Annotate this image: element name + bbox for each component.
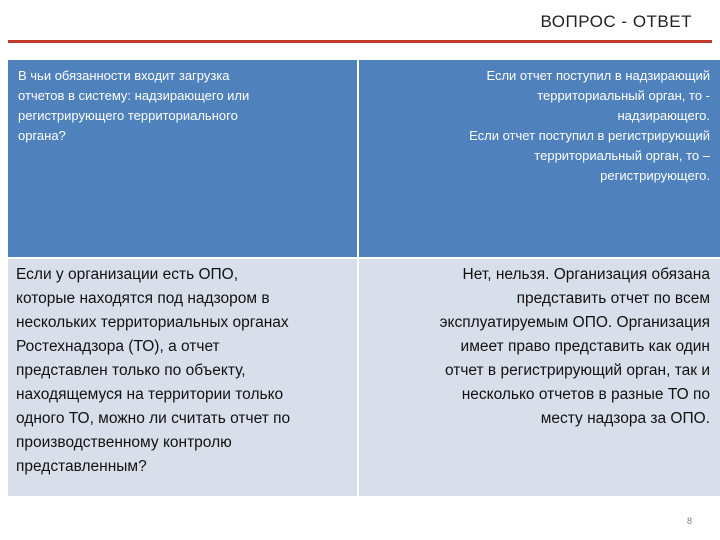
answer-1-line: Если отчет поступил в регистрирующий	[469, 128, 710, 143]
question-1-line: В чьи обязанности входит загрузка	[18, 68, 230, 83]
answer-2-line: Нет, нельзя. Организация обязана	[462, 266, 710, 283]
answer-2-line: месту надзора за ОПО.	[540, 410, 710, 427]
qa-table	[8, 60, 720, 496]
question-cell-2	[8, 259, 359, 496]
answer-2-line: отчет в регистрирующий орган, так и	[444, 362, 710, 379]
question-2-line: находящемуся на территории только	[16, 386, 284, 403]
answer-1-line: надзирающего.	[617, 108, 710, 123]
question-2-line: нескольких территориальных органах	[16, 314, 289, 331]
page-number: 8	[686, 516, 692, 526]
question-1-line: отчетов в систему: надзирающего или	[18, 88, 250, 103]
answer-cell-2	[359, 259, 720, 496]
answer-1-line: территориальный орган, то -	[537, 88, 710, 103]
question-2-line: Если у организации есть ОПО,	[16, 266, 239, 283]
answer-1-line: регистрирующего.	[600, 168, 710, 183]
question-1-line: органа?	[18, 128, 66, 143]
answer-2-line: несколько отчетов в разные ТО по	[461, 386, 710, 403]
question-2-line: которые находятся под надзором в	[16, 290, 270, 307]
question-1-line: регистрирующего территориального	[18, 108, 238, 123]
question-2-line: производственному контролю	[16, 434, 232, 451]
answer-2-line: имеет право представить как один	[460, 338, 710, 355]
question-2-line: Ростехнадзора (ТО), а отчет	[16, 338, 220, 355]
answer-1-line: территориальный орган, то –	[534, 148, 710, 163]
answer-1-line: Если отчет поступил в надзирающий	[486, 68, 710, 83]
question-text-1	[8, 60, 357, 146]
answer-2-line: эксплуатируемым ОПО. Организация	[439, 314, 710, 331]
question-text-2	[8, 259, 357, 479]
slide-title: ВОПРОС - ОТВЕТ	[540, 12, 692, 31]
question-cell-1	[8, 60, 359, 259]
question-2-line: одного ТО, можно ли считать отчет по	[16, 410, 291, 427]
answer-text-1	[359, 60, 720, 186]
answer-cell-1	[359, 60, 720, 259]
question-2-line: представлен только по объекту,	[16, 362, 246, 379]
answer-text-2	[359, 259, 720, 431]
answer-2-line: представить отчет по всем	[516, 290, 710, 307]
title-divider	[8, 40, 712, 43]
question-2-line: представленным?	[16, 458, 147, 475]
